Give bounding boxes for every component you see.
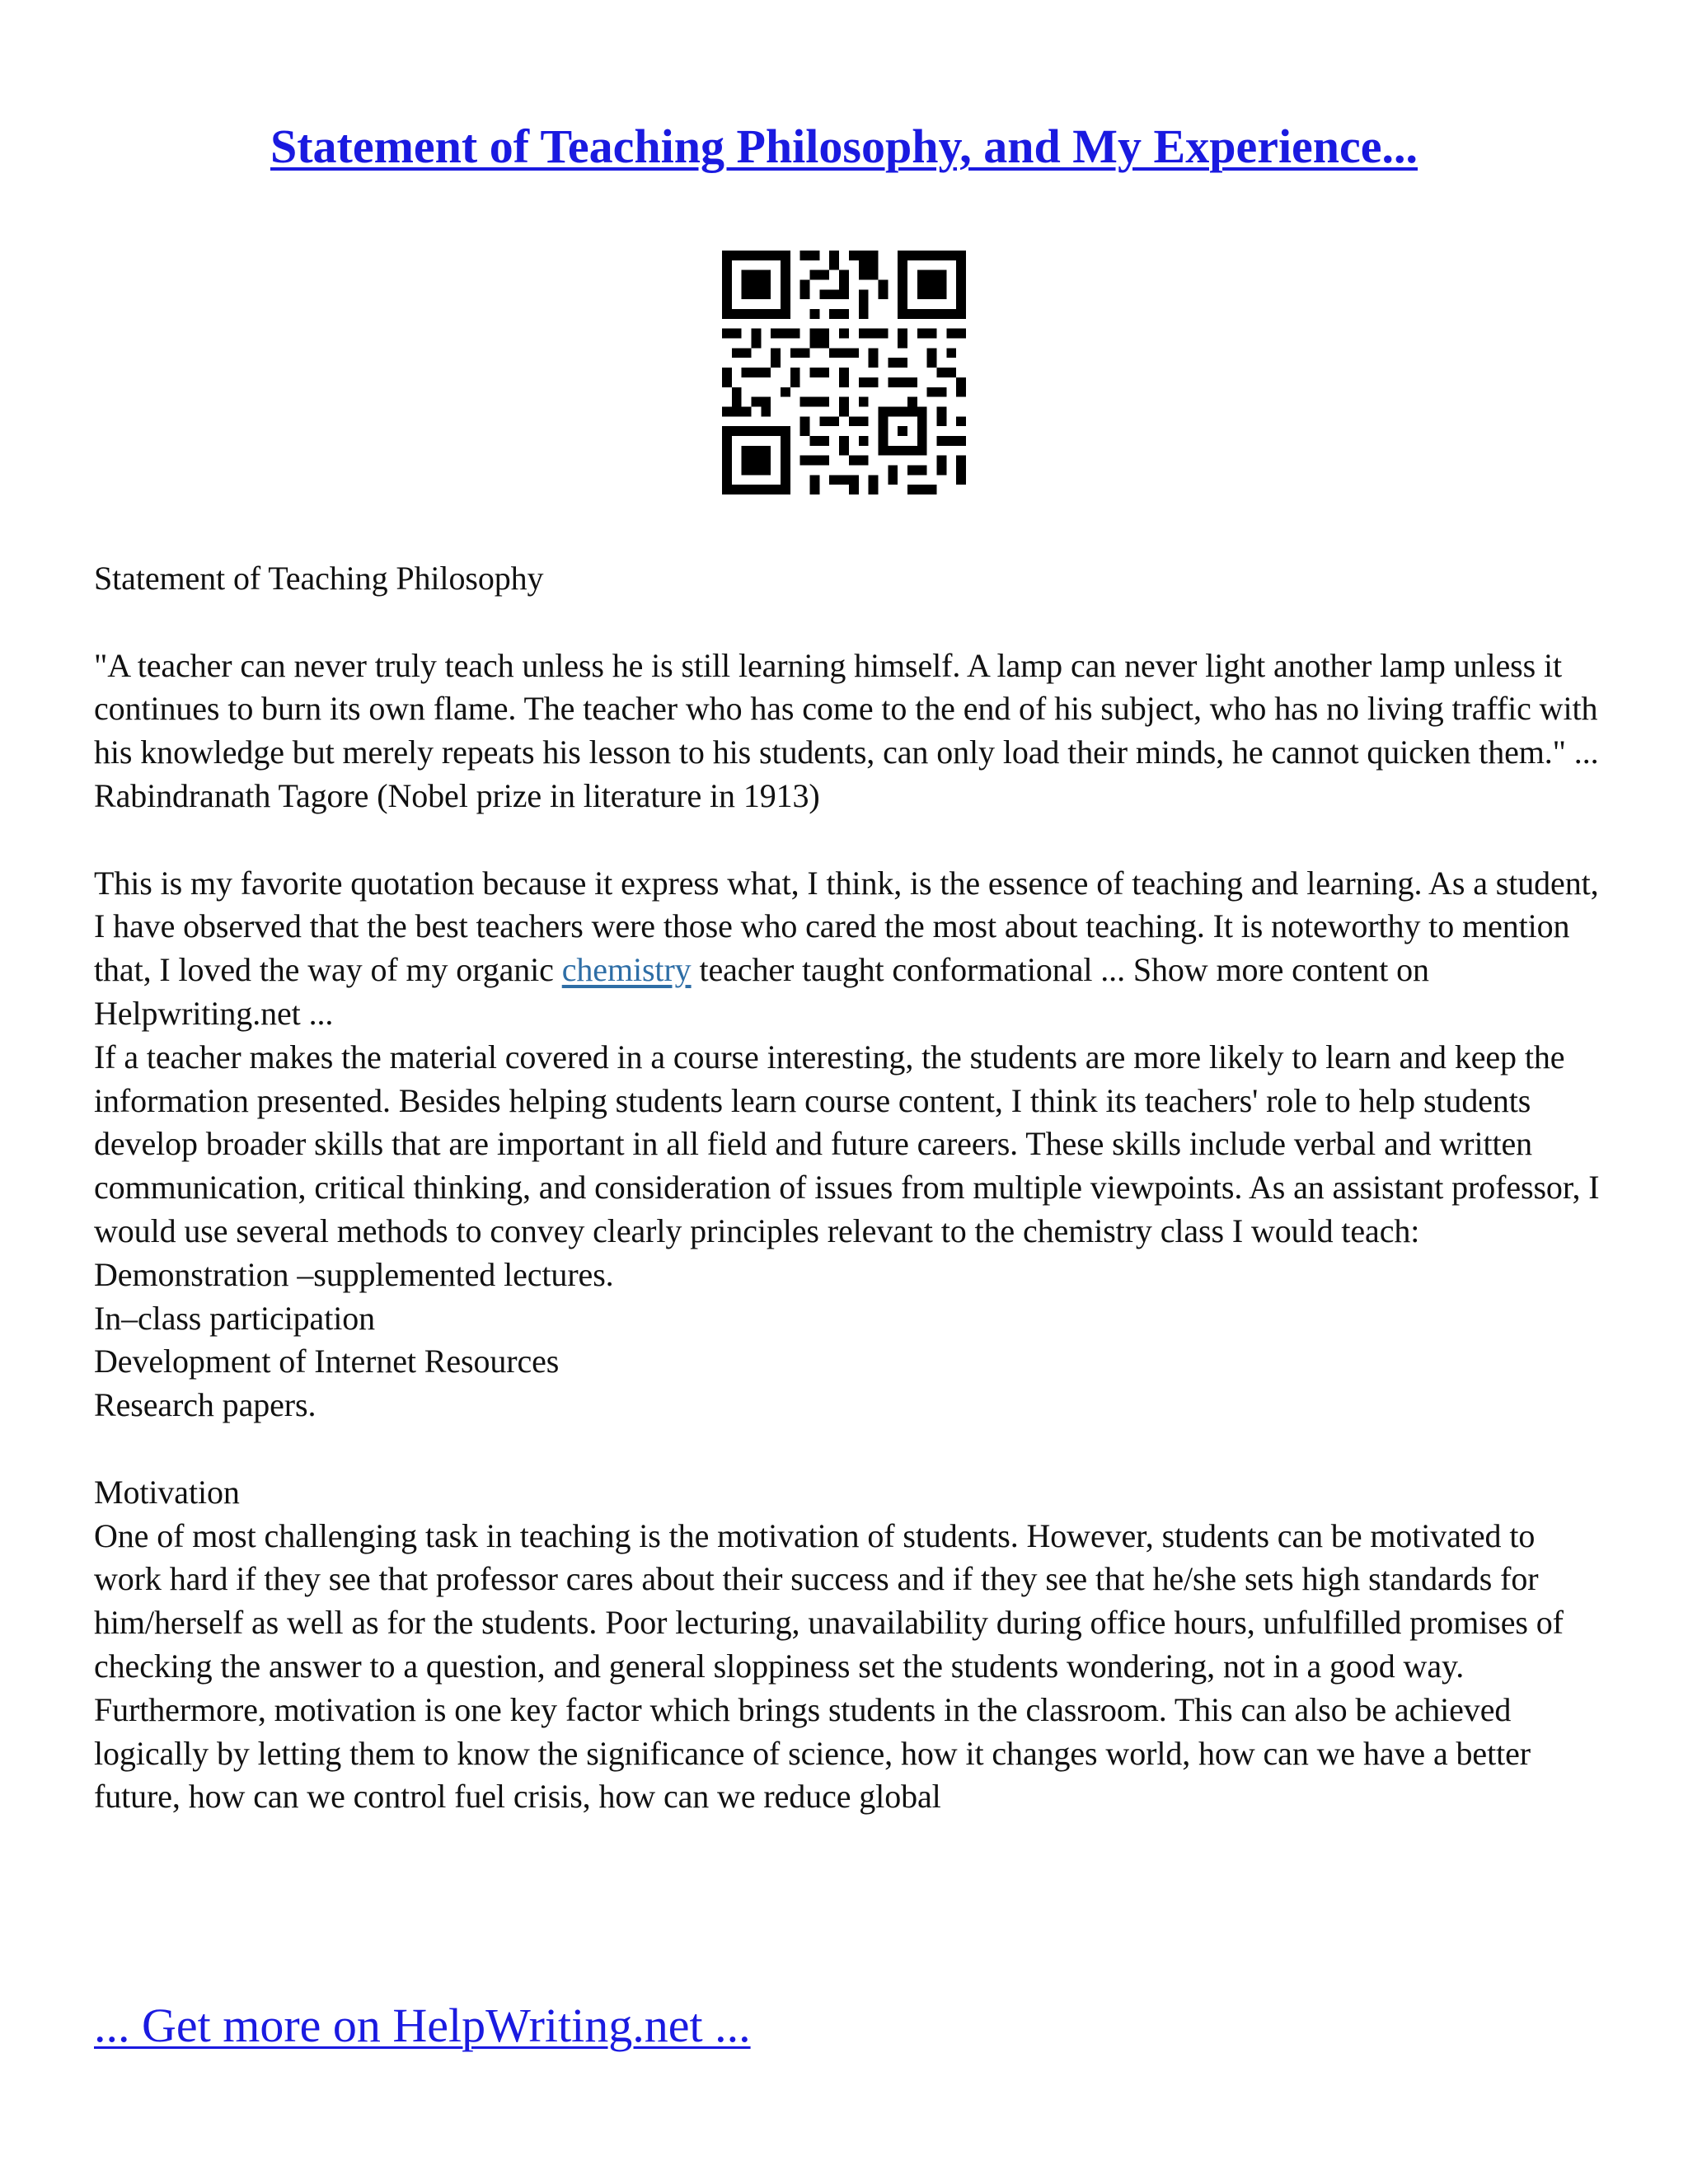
motivation-heading: Motivation xyxy=(94,1473,240,1511)
quote-paragraph: "A teacher can never truly teach unless he is still learning himself. A lamp can never light another lamp unless it continues to burn its own flame. The teacher who has come to the end of his subject, who has no living traffic with his knowledge but merely repeats his lesson to his students, can only load their minds, he cannot quicken them." ... Rabindranath Tagore (Nobel prize in literature in 1913) xyxy=(94,646,1599,814)
methods-paragraph: If a teacher makes the material covered in a course interesting, the students are more likely to learn and keep the information presented. Besides helping students learn course content, I think its teachers' role to help students develop broader skills that are important in all field and future careers. These skills include verbal and written communication, critical thinking, and consideration of issues from multiple viewpoints. As an assistant professor, I would use several methods to convey clearly principles relevant to the chemistry class I would teach: xyxy=(94,1038,1600,1249)
title-link[interactable]: Statement of Teaching Philosophy, and My Experience... xyxy=(270,120,1418,173)
intro-text-after-link: teacher taught conformational ... Show more content on Helpwriting.net ... xyxy=(94,951,1429,1032)
footer xyxy=(94,1993,751,2059)
chemistry-link[interactable]: chemistry xyxy=(561,951,692,989)
list-item: In–class participation xyxy=(94,1299,376,1337)
qr-code-icon xyxy=(722,251,966,494)
section-heading: Statement of Teaching Philosophy xyxy=(94,560,544,597)
intro-text-before-link: This is my favorite quotation because it express what, I think, is the essence of teaching and learning. As a student, I have observed that the best teachers were those who cared the most about teaching. It is noteworthy to mention that, I loved the way of my organic xyxy=(94,864,1599,989)
list-item: Development of Internet Resources xyxy=(94,1343,560,1380)
page-title xyxy=(0,114,1688,180)
get-more-link[interactable]: ... Get more on HelpWriting.net ... xyxy=(94,1999,751,2052)
document-body xyxy=(94,557,1602,1819)
list-item: Research papers. xyxy=(94,1386,316,1424)
list-item: Demonstration –supplemented lectures. xyxy=(94,1255,614,1293)
motivation-paragraph: One of most challenging task in teaching is the motivation of students. However, students can be motivated to work hard if they see that professor cares about their success and if they see that he/she sets high standards for him/herself as well as for the students. Poor lecturing, unavailability during office hours, unfulfilled promises of checking the answer to a question, and general sloppiness set the students wondering, not in a good way. Furthermore, motivation is one key factor which brings students in the classroom. This can also be achieved logically by letting them to know the significance of science, how it changes world, how can we have a better future, how can we control fuel crisis, how can we reduce global xyxy=(94,1516,1564,1816)
intro-paragraph xyxy=(94,862,1602,1036)
